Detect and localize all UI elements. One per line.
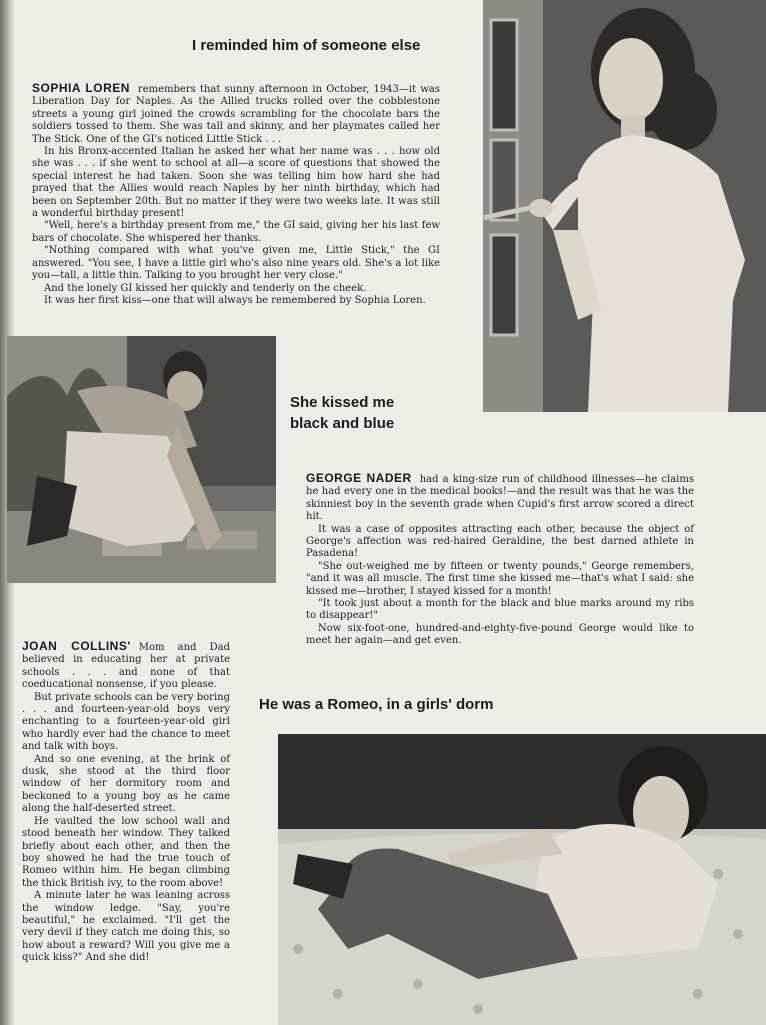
loren-paragraph-6: It was her first kiss—one that will always be remembered by Sophia Loren. xyxy=(44,294,426,306)
collins-headline: He was a Romeo, in a girls' dorm xyxy=(259,696,494,713)
loren-paragraph-2: In his Bronx-accented Italian he asked her what her name was . . . how old she was . . . if she went to school at all—a score of questions that showed the special interest he had taken. Soon she was telling him how hard she had prayed that the Allies would reach Naples by her ninth birthday, which had been on September 20th. But no matter if they were two weeks late. It was still a wonderful birthday present! xyxy=(32,146,440,220)
nader-paragraph-3: "She out-weighed me by fifteen or twenty pounds," George remembers, "and it was all muscle. The first time she kissed me—that's what I said: she kissed me—brother, I stayed kissed for a month! xyxy=(306,560,694,597)
nader-paragraph-5: Now six-foot-one, hundred-and-eighty-five-pound George would like to meet her again—and get even. xyxy=(306,622,694,647)
garden-photo-icon xyxy=(7,336,276,583)
loren-paragraph-5: And the lonely GI kissed her quickly and tenderly on the cheek. xyxy=(44,282,367,294)
loren-paragraph-3: "Well, here's a birthday present from me," the GI said, giving her his last few bars of chocolate. She whispered her thanks. xyxy=(32,220,440,244)
nader-paragraph-1: GEORGE NADER had a king-size run of childhood illnesses—he claims he had every one in the medical books!—and the result was that he was the skinniest boy in the seventh grade when Cupid's first arrow scored a direct hit. xyxy=(306,471,694,523)
portrait-photo-icon xyxy=(483,0,766,412)
sophia-loren-photo xyxy=(483,0,766,412)
nader-headline: She kissed me black and blue xyxy=(290,394,395,432)
nader-story xyxy=(306,472,694,648)
loren-paragraph-4: "Nothing compared with what you've given me, Little Stick," the GI answered. "You see, I have a little girl who's also nine years old. She's a lot like you—tall, a little thin. Talking to you brought her very close." xyxy=(32,245,440,282)
nader-paragraph-2: It was a case of opposites attracting each other, because the object of George's affection was red-haired Geraldine, the best darned athlete in Pasadena! xyxy=(306,523,694,560)
collins-paragraph-1: JOAN COLLINS' Mom and Dad believed in educating her at private schools . . . and none of that coeducational nonsense, if you please. xyxy=(22,639,230,691)
reclining-photo-icon xyxy=(278,734,766,1025)
collins-paragraph-5: A minute later he was leaning across the window ledge. "Say, you're beautiful," he exclaimed. "I'll get the very devil if they catch me doing this, so how about a reward? Will you give me a quick kiss?" And she did! xyxy=(22,890,230,964)
george-nader-photo xyxy=(7,336,276,583)
loren-story xyxy=(32,82,440,307)
collins-lead-name: JOAN COLLINS' xyxy=(22,639,131,653)
collins-story xyxy=(22,640,230,965)
nader-lead-name: GEORGE NADER xyxy=(306,471,412,485)
nader-paragraph-4: "It took just about a month for the black and blue marks around my ribs to disappear!" xyxy=(306,598,694,622)
collins-paragraph-2: But private schools can be very boring . . . and fourteen-year-old boys very enchanting to a fourteen-year-old girl who hardly ever had the chance to meet and talk with boys. xyxy=(22,691,230,753)
loren-paragraph-1: SOPHIA LOREN remembers that sunny afternoon in October, 1943—it was Liberation Day for Naples. As the Allied trucks rolled over the cobblestone streets a young girl joined the crowds scrambling for the chocolate bars the soldiers tossed to them. She was tall and skinny, and her playmates called her The Stick. One of the GI's noticed Little Stick . . . xyxy=(32,81,440,145)
collins-paragraph-3: And so one evening, at the brink of dusk, she stood at the third floor window of her dormitory room and beckoned to a young boy as he came along the half-deserted street. xyxy=(22,753,230,815)
loren-lead-name: SOPHIA LOREN xyxy=(32,81,130,95)
joan-collins-photo xyxy=(278,734,766,1025)
loren-headline: I reminded him of someone else xyxy=(192,37,421,54)
collins-paragraph-4: He vaulted the low school wall and stood beneath her window. They talked briefly about each other, and then the boy showed he had the true touch of Romeo within him. He began climbing the thick British ivy, to the room above! xyxy=(22,815,230,889)
